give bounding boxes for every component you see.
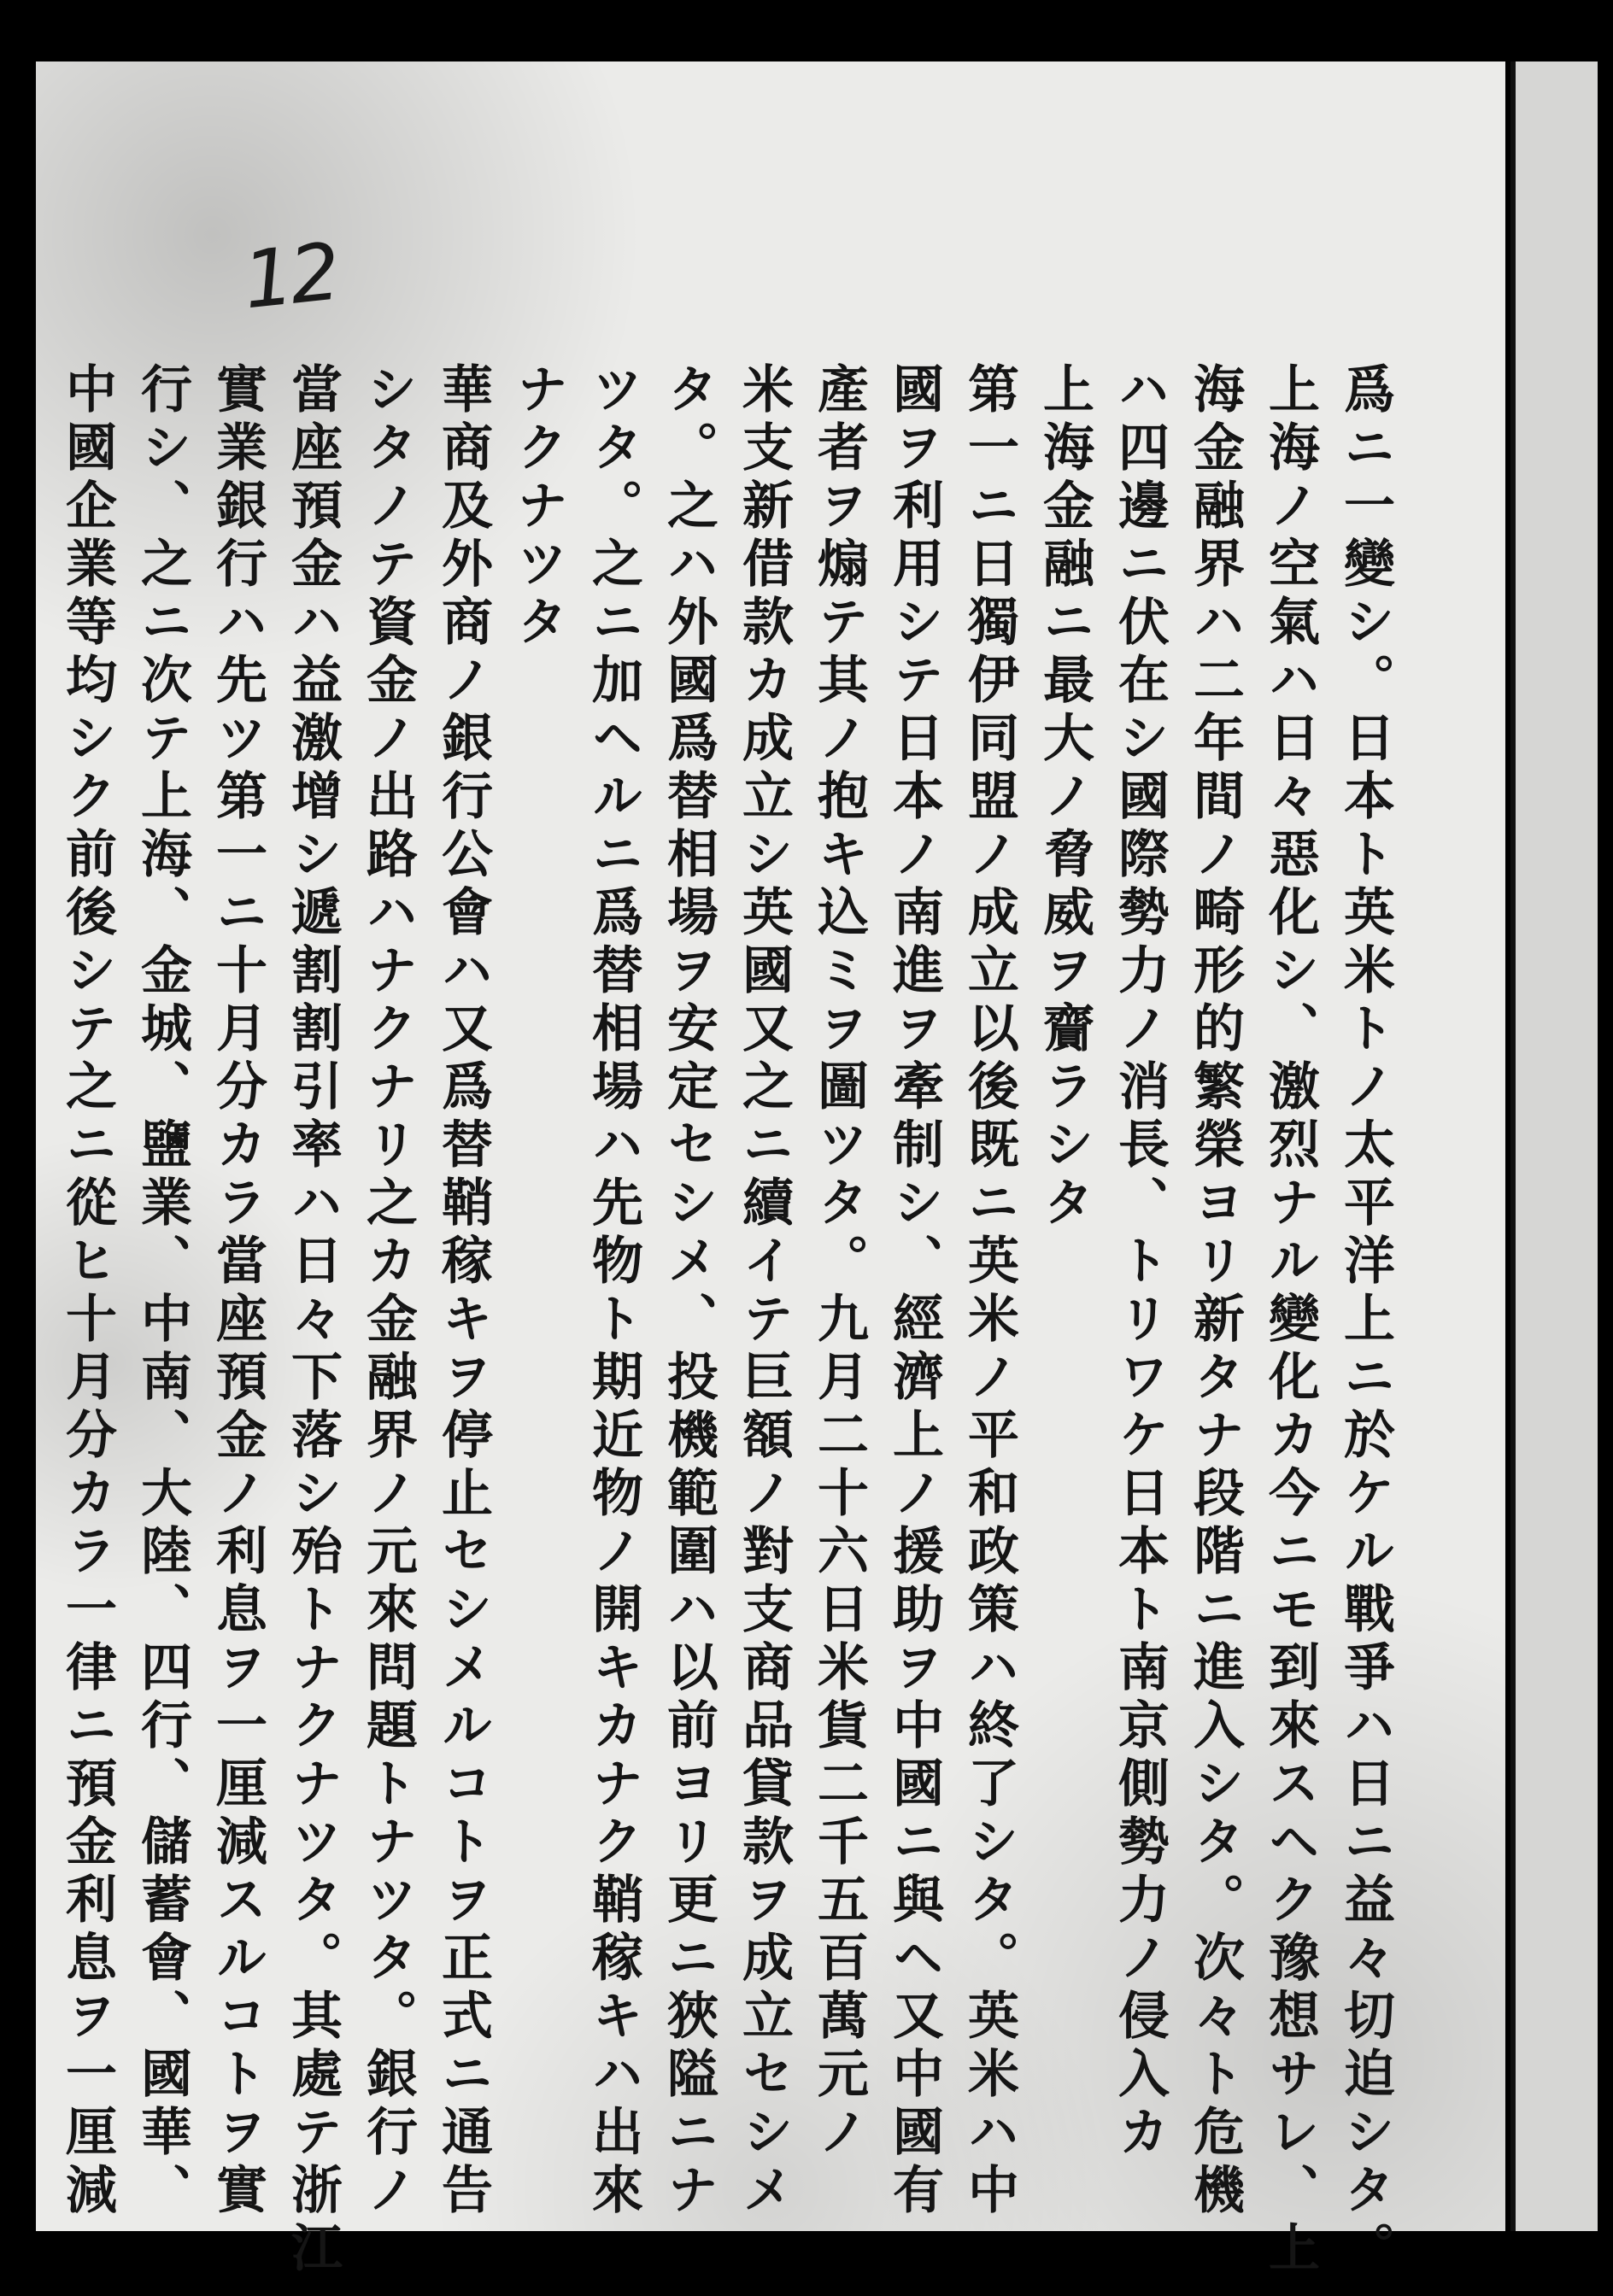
text-column: ツタ。之ニ加ヘルニ爲替相場ハ先物ト期近物ノ開キカナク鞘稼キハ出來: [584, 362, 643, 2221]
text-column: 中國企業等均シク前後シテ之ニ從ヒ十月分カラ一律ニ預金利息ヲ一厘減: [57, 362, 117, 2221]
page-number: 12: [238, 226, 342, 327]
text-column: 爲ニ一變シ。日本ト英米トノ太平洋上ニ於ケル戰爭ハ日ニ益々切迫シタ。: [1335, 362, 1395, 2279]
text-column: タ。之ハ外國爲替相場ヲ安定セシメ、投機範圍ハ以前ヨリ更ニ狹隘ニナ: [659, 362, 719, 2221]
text-column: 行シ、之ニ次テ上海、金城、鹽業、中南、大陸、四行、儲蓄會、國華、: [132, 362, 192, 2221]
text-column: 米支新借款カ成立シ英國又之ニ續イテ巨額ノ對支商品貸款ヲ成立セシメ: [734, 362, 794, 2221]
text-column: シタノテ資金ノ出路ハナクナリ之カ金融界ノ元來問題トナツタ。銀行ノ: [358, 362, 418, 2221]
text-column: 上海金融ニ最大ノ脅威ヲ齎ラシタ: [1035, 362, 1094, 1233]
text-column: 海金融界ハ二年間ノ畸形的繁榮ヨリ新タナ段階ニ進入シタ。次々ト危機: [1185, 362, 1245, 2221]
text-column: 上海ノ空氣ハ日々惡化シ、激烈ナル變化カ今ニモ到來スヘク豫想サレ、上: [1260, 362, 1320, 2279]
text-column: ハ四邊ニ伏在シ國際勢力ノ消長、トリワケ日本ト南京側勢力ノ侵入カ: [1110, 362, 1170, 2163]
text-column: 產者ヲ煽テ其ノ抱キ込ミヲ圖ツタ。九月二十六日米貨二千五百萬元ノ: [809, 362, 869, 2163]
text-column: 華商及外商ノ銀行公會ハ又爲替鞘稼キヲ停止セシメルコトヲ正式ニ通告: [433, 362, 493, 2221]
text-column: 實業銀行ハ先ツ第一ニ十月分カラ當座預金ノ利息ヲ一厘減スルコトヲ實: [208, 362, 267, 2221]
text-columns: [57, 362, 1403, 2279]
page-edge: [1510, 62, 1598, 2231]
text-column: 當座預金ハ益激增シ遞割割引率ハ日々下落シ殆トナクナツタ。其處テ浙江: [283, 362, 343, 2279]
text-column: 國ヲ利用シテ日本ノ南進ヲ牽制シ、經濟上ノ援助ヲ中國ニ與ヘ又中國有: [884, 362, 944, 2221]
text-column: 第一ニ日獨伊同盟ノ成立以後既ニ英米ノ平和政策ハ終了シタ。英米ハ中: [959, 362, 1019, 2221]
text-column: ナクナツタ: [508, 362, 568, 653]
